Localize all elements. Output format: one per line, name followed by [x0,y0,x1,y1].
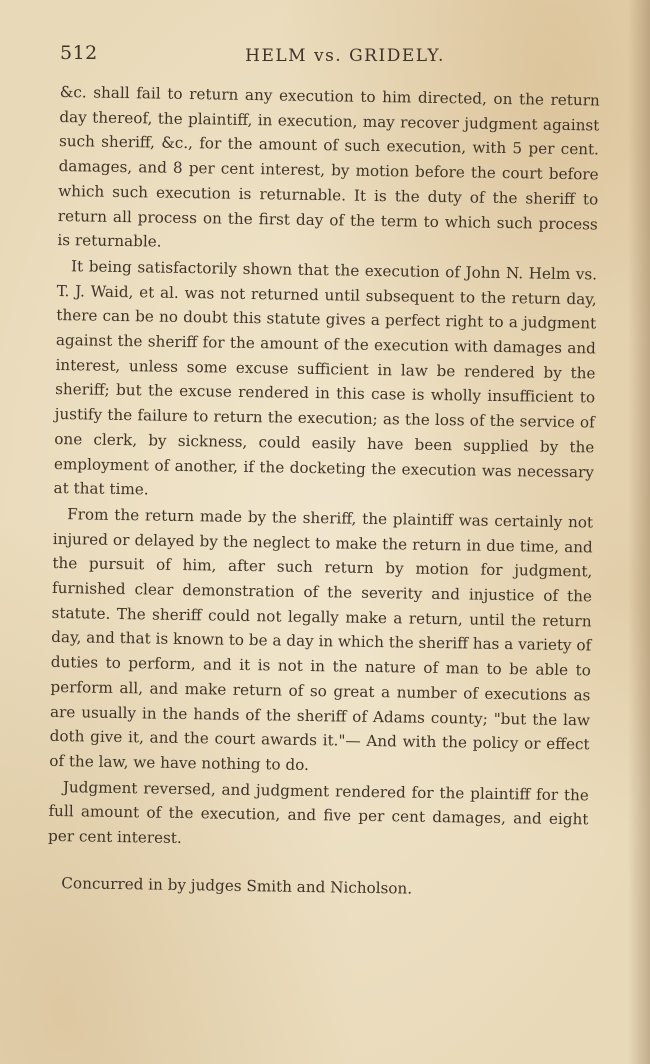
page-header [60,42,590,72]
paragraph-judgment: Judgment reversed, and judgment rendered for the plaintiff for the full amount of the execution, and five per cent damages, and eight per cent interest. [47,777,589,848]
paragraph-facts: It being satisfactorily shown that the execution of John N. Helm vs. T. J. Waid, et al. was not returned until subsequent to the return day, there can be no doubt this statute gives a perfect right to a judgment against the sheriff for the amount of the execution with damages and interest, unless some excuse sufficient in law be rendered by the sheriff; but the excuse rendered in this case is wholly insufficient to justify the failure to return the execution; as the loss of the service of one clerk, by sickness, could easily have been supplied by the employment of another, if the docketing the execution was necessary at that time. [53,257,598,499]
page-edge-shadow [628,0,650,1064]
paragraph-reasoning: From the return made by the sheriff, the plaintiff was certainly not injured or delayed by the neglect to make the return in due time, and the pursuit of him, after such return by motion for judgment, furnished clear demonstration of the severity and injustice of the statute. The sheriff could not legally make a return, until the return day, and that is known to be a day in which the sheriff has a variety of duties to perform, and it is not in the nature of man to be able to perform all, and make return of so great a number of executions as are usually in the hands of the sheriff of Adams county; "but the law doth give it, and the court awards it."— And with the policy or effect of the law, we have nothing to do. [49,505,594,774]
page-number: 512 [60,42,98,64]
opinion-text [47,80,600,904]
paragraph-statute: &c. shall fail to return any execution to him directed, on the return day thereof, the plaintiff, in execution, may recover judgment against such sheriff, &c., for the amount of such execution, with 5 per cent. damages, and 8 per cent interest, by motion before the court before which such execution is returnable. It is the duty of the sheriff to return all process on the first day of the term to which such process is returnable. [57,82,600,251]
paragraph-concurrence: Concurred in by judges Smith and Nicholson. [61,873,413,898]
running-title: HELM vs. GRIDELY. [245,46,445,66]
